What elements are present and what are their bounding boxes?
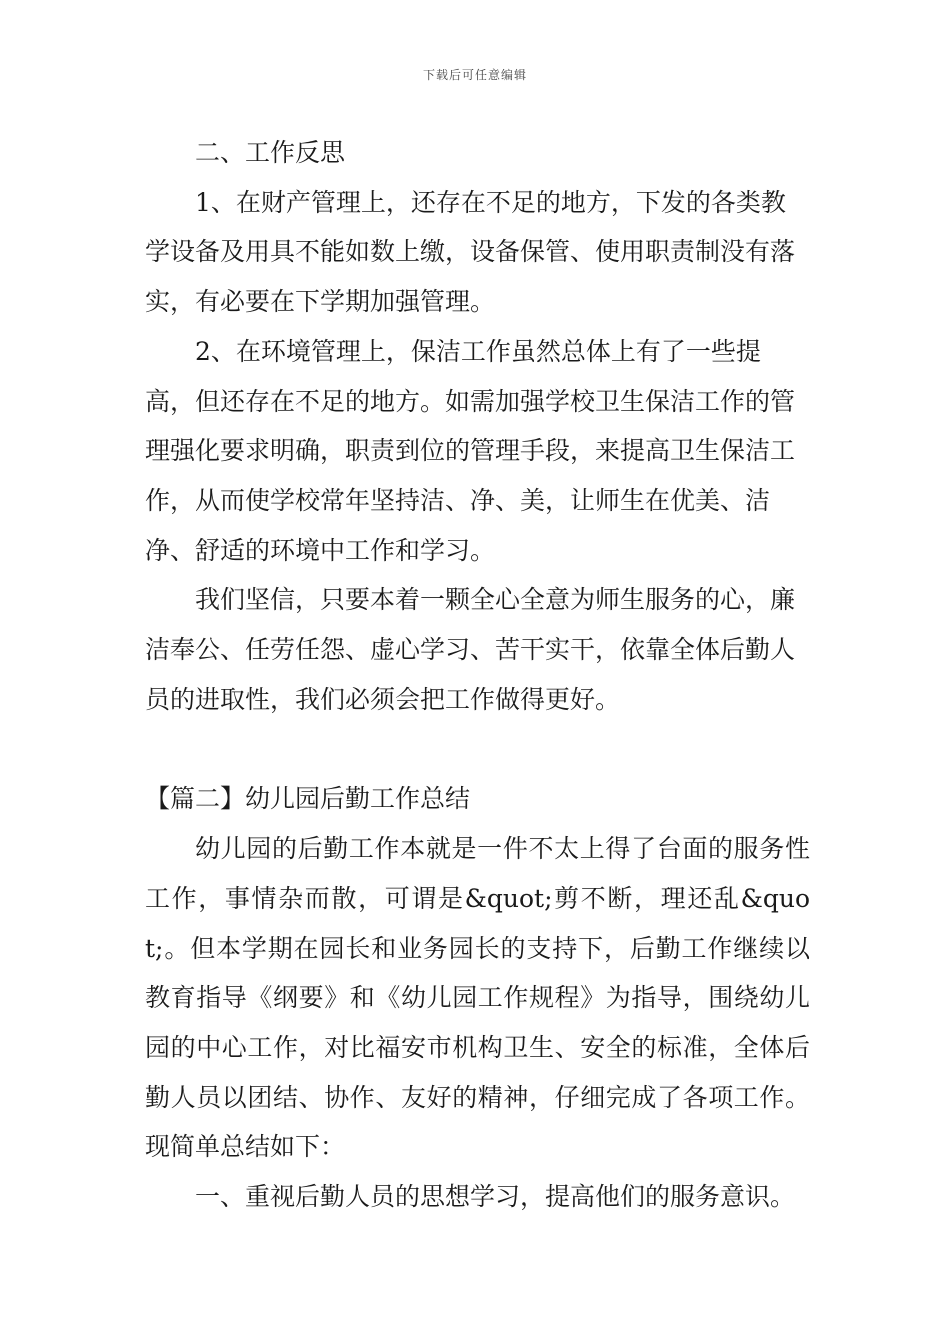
paragraph-conclusion: 我们坚信，只要本着一颗全心全意为师生服务的心，廉洁奉公、任劳任怨、虚心学习、苦干实干，依靠全体后勤人员的进取性，我们必须会把工作做得更好。: [145, 585, 796, 714]
part-two-title: 【篇二】幼儿园后勤工作总结: [145, 784, 471, 814]
section-spacer: [145, 724, 810, 774]
section-heading-reflection: 二、工作反思: [195, 138, 346, 167]
paragraph-part-two-point-1: 一、重视后勤人员的思想学习，提高他们的服务意识。: [195, 1182, 796, 1212]
paragraph-item-1: 1、在财产管理上，还存在不足的地方，下发的各类教学设备及用具不能如数上缴，设备保管、使用职责制没有落实，有必要在下学期加强管理。: [145, 187, 796, 317]
paragraph-part-two-intro: 幼儿园的后勤工作本就是一件不太上得了台面的服务性工作，事情杂而散，可谓是&quot;剪不断，理还乱&quot;。但本学期在园长和业务园长的支持下，后勤工作继续以教育指导《纲要》和《幼儿园工作规程》为指导，围绕幼儿园的中心工作，对比福安市机构卫生、安全的标准，全体后勤人员以团结、协作、友好的精神，仔细完成了各项工作。现简单总结如下：: [145, 834, 810, 1162]
document-body: [145, 128, 810, 1222]
page-header-note: 下载后可任意编辑: [422, 68, 527, 82]
paragraph-item-2: 2、在环境管理上，保洁工作虽然总体上有了一些提高，但还存在不足的地方。如需加强学校卫生保洁工作的管理强化要求明确，职责到位的管理手段，来提高卫生保洁工作，从而使学校常年坚持洁、净、美，让师生在优美、洁净、舒适的环境中工作和学习。: [145, 336, 796, 565]
